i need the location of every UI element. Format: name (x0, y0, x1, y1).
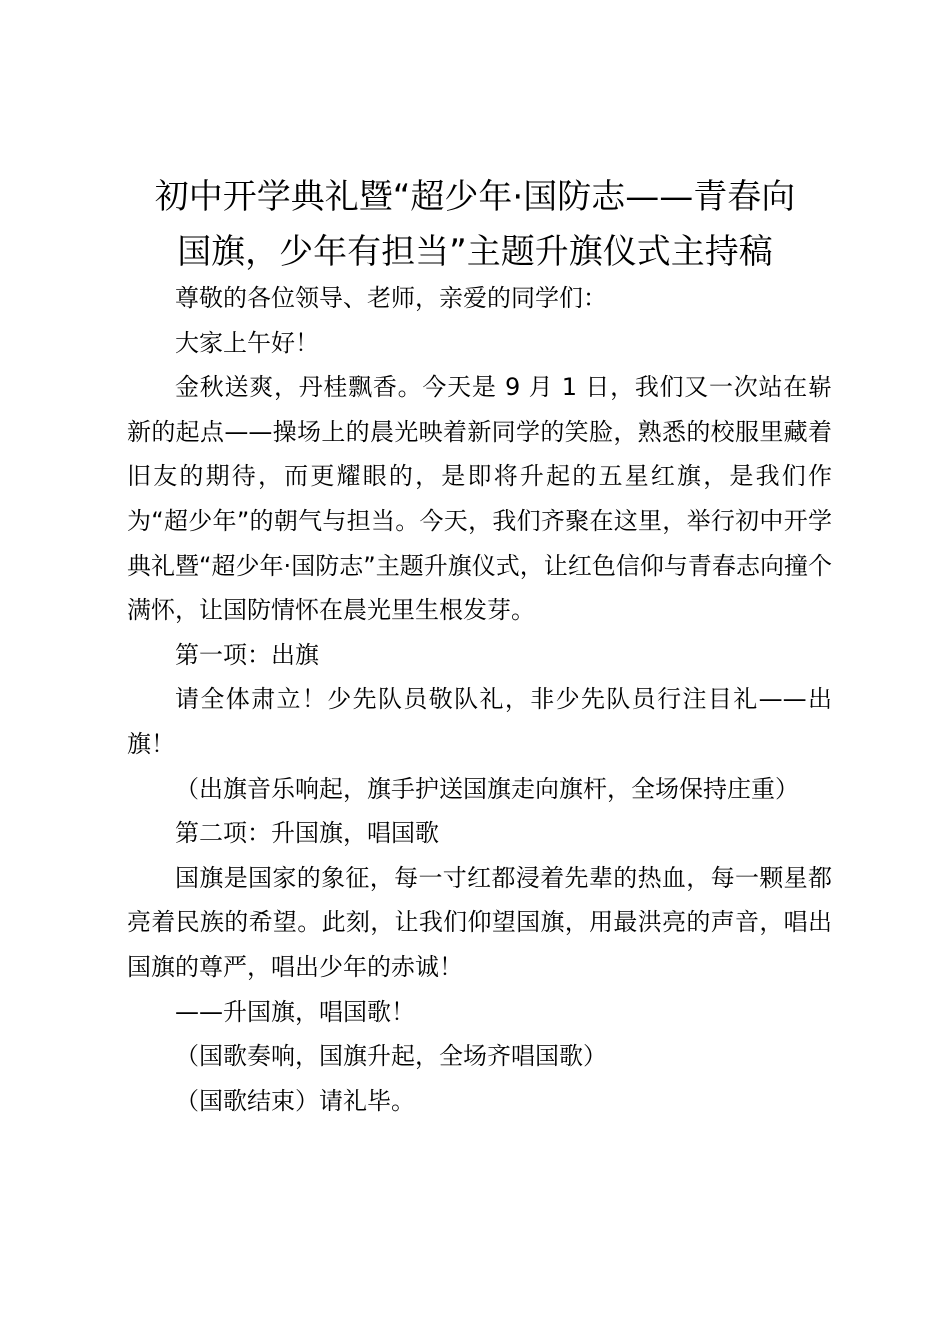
paragraph: （国歌结束）请礼毕。 (175, 1086, 415, 1115)
section-heading-2: 第二项：升国旗，唱国歌 (175, 819, 439, 848)
paragraph: 请全体肃立！少先队员敬队礼，非少先队员行注目礼——出旗！ (127, 685, 832, 758)
paragraph: 国旗是国家的象征，每一寸红都浸着先辈的热血，每一颗星都亮着民族的希望。此刻，让我们仰望国旗，用最洪亮的声音，唱出国旗的尊严，唱出少年的赤诚！ (127, 863, 832, 981)
paragraph: ——升国旗，唱国歌！ (175, 997, 415, 1026)
document-title (100, 170, 850, 280)
salutation: 尊敬的各位领导、老师，亲爱的同学们： (175, 284, 607, 312)
title-line-2: 国旗，少年有担当”主题升旗仪式主持稿 (177, 232, 773, 272)
document-body (127, 276, 832, 1123)
opening-paragraph: 金秋送爽，丹桂飘香。今天是 9 月 1 日，我们又一次站在崭新的起点——操场上的晨光映着新同学的笑脸，熟悉的校服里藏着旧友的期待，而更耀眼的，是即将升起的五星红旗，是我们作为“超少年”的朝气与担当。今天，我们齐聚在这里，举行初中开学典礼暨“超少年·国防志”主题升旗仪式，让红色信仰与青春志向撞个满怀，让国防情怀在晨光里生根发芽。 (127, 373, 832, 625)
greeting: 大家上午好！ (175, 328, 319, 357)
section-heading-1: 第一项：出旗 (175, 640, 319, 669)
stage-direction: （国歌奏响，国旗升起，全场齐唱国歌） (175, 1042, 607, 1071)
title-line-1: 初中开学典礼暨“超少年·国防志——青春向 (154, 177, 796, 217)
stage-direction: （出旗音乐响起，旗手护送国旗走向旗杆，全场保持庄重） (175, 774, 799, 803)
